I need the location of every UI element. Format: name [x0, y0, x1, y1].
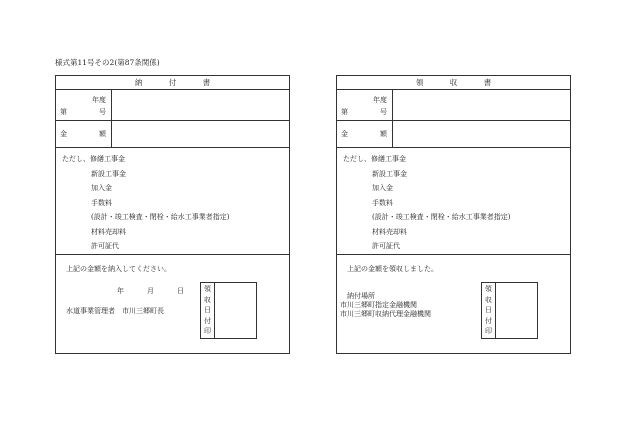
fiscal-year-number-row: [56, 90, 289, 121]
signatory: 水道事業管理者 市川三郷町長: [66, 307, 164, 315]
fiscal-year-number-row: [337, 90, 570, 121]
payment-place-line2: 市川三郷町収納代理金融機関: [340, 310, 431, 318]
receipt-title-text: 領 収 書: [415, 77, 504, 87]
receipt-date-stamp-label: [201, 283, 215, 338]
fiscal-year-label: 年度: [92, 96, 106, 104]
fee-item-fee-detail: (設計・竣工検査・閉栓・給水工事業者指定): [91, 213, 230, 221]
fiscal-year-number-label-cell: [337, 90, 393, 120]
payment-place-heading: 納付場所: [347, 292, 375, 300]
fee-item-repair: ただし、修繕工事金: [343, 155, 406, 163]
fee-item-materials: 材料売却料: [372, 227, 407, 236]
stamp-char: 付: [204, 316, 211, 325]
payment-slip-title: [56, 76, 289, 90]
number-suffix-label: 号: [99, 108, 106, 116]
date-month-label: 月: [147, 287, 154, 295]
stamp-char: 日: [485, 306, 492, 315]
items-divider: [56, 254, 289, 255]
amount-row: [337, 121, 570, 148]
stamp-char: 付: [485, 316, 492, 325]
number-suffix-label: 号: [380, 108, 387, 116]
fee-item-new-construction: 新設工事金: [91, 169, 126, 178]
receipt-date-stamp-box: [481, 282, 538, 339]
date-day-label: 日: [177, 287, 184, 295]
payment-notice: 上記の金額を納入してください。: [66, 265, 171, 273]
stamp-char: 印: [485, 327, 492, 336]
fee-item-permit: 許可証代: [91, 242, 119, 250]
fee-item-fee: 手数料: [372, 198, 393, 207]
fiscal-year-label: 年度: [373, 96, 387, 104]
amount-label-cell: [337, 121, 393, 147]
receipt-title: [337, 76, 570, 90]
receipt-notice: 上記の金額を領収しました。: [347, 265, 438, 273]
fee-item-permit: 許可証代: [372, 242, 400, 250]
number-prefix-label: 第: [341, 108, 348, 116]
payment-place-line1: 市川三郷町指定金融機関: [340, 301, 417, 309]
stamp-char: 領: [204, 285, 211, 294]
receipt-date-stamp-label: [482, 283, 496, 338]
stamp-char: 収: [485, 295, 492, 304]
fee-item-connection: 加入金: [91, 184, 112, 192]
fee-item-materials: 材料売却料: [91, 227, 126, 236]
amount-label-gaku: 額: [380, 130, 387, 138]
fee-item-connection: 加入金: [372, 184, 393, 192]
stamp-char: 日: [204, 306, 211, 315]
payment-slip-title-text: 納 付 書: [134, 77, 223, 87]
date-year-label: 年: [117, 287, 124, 295]
amount-label-kin: 金: [60, 130, 67, 138]
fee-item-repair: ただし、修繕工事金: [62, 155, 125, 163]
fee-item-new-construction: 新設工事金: [372, 169, 407, 178]
amount-row: [56, 121, 289, 148]
fee-item-fee-detail: (設計・竣工検査・閉栓・給水工事業者指定): [372, 213, 511, 221]
payment-slip-panel: [55, 75, 290, 354]
amount-label-cell: [56, 121, 112, 147]
amount-label-kin: 金: [341, 130, 348, 138]
receipt-date-stamp-box: [200, 282, 257, 339]
amount-label-gaku: 額: [99, 130, 106, 138]
number-prefix-label: 第: [60, 108, 67, 116]
stamp-char: 印: [204, 327, 211, 336]
form-number-header: 様式第11号その2(第87条関係): [55, 58, 160, 67]
fee-item-fee: 手数料: [91, 198, 112, 207]
stamp-char: 領: [485, 285, 492, 294]
receipt-panel: [336, 75, 571, 354]
stamp-char: 収: [204, 295, 211, 304]
fee-items-list: [62, 156, 287, 258]
fiscal-year-number-label-cell: [56, 90, 112, 120]
fee-items-list: [343, 156, 568, 258]
items-divider: [337, 254, 570, 255]
